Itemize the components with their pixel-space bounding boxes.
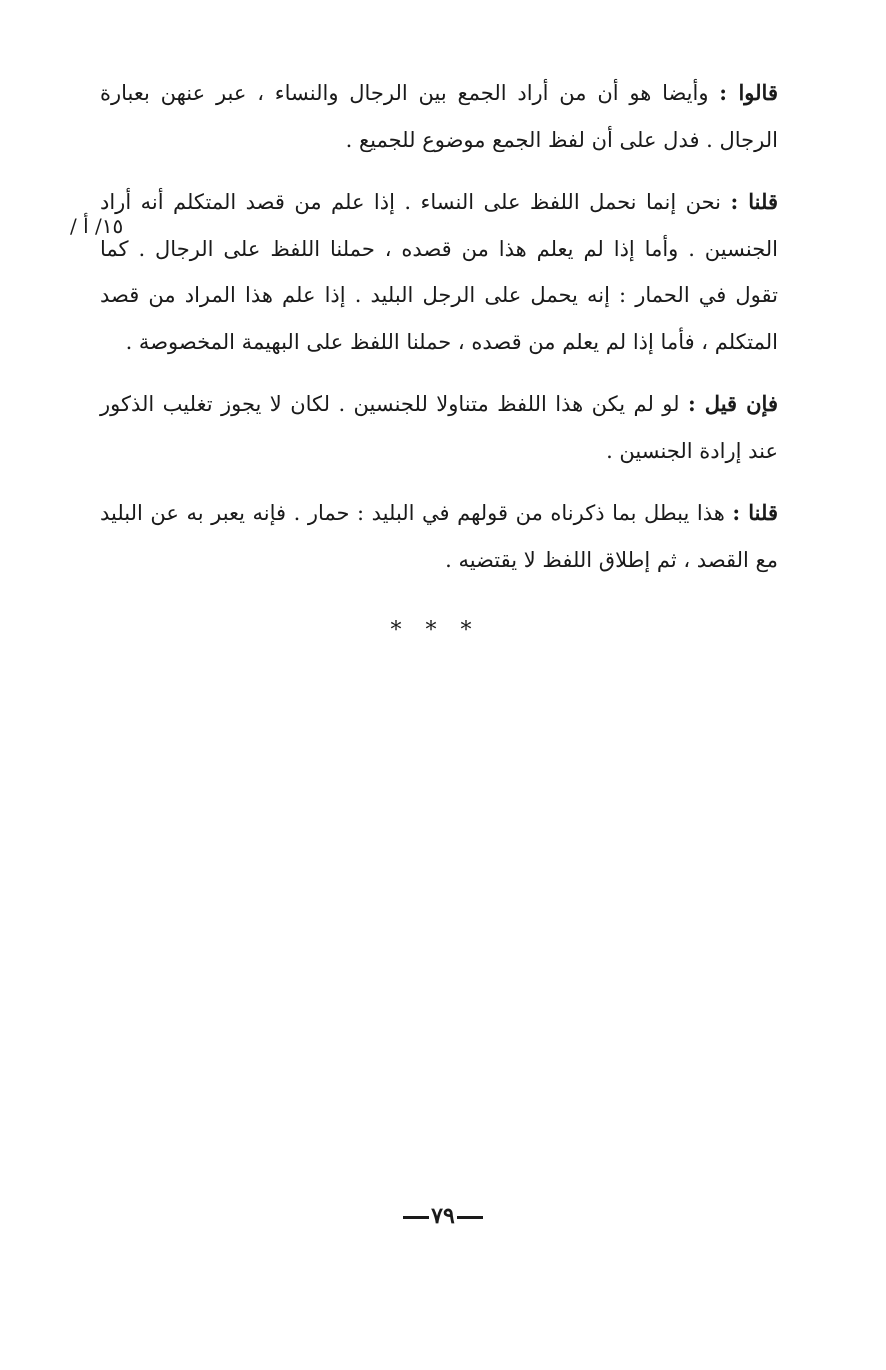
paragraph-3 [100,381,778,474]
separator-star: * [390,618,426,643]
main-text [100,70,778,599]
paragraph-2 [100,179,778,365]
paragraph-body: نحن إنما نحمل اللفظ على النساء . إذا علم من قصد المتكلم أنه أراد الجنسين . وأما إذا لم يعلم هذا من قصده ، حملنا اللفظ على الرجال . كما تقول في الحمار : إنه يحمل على الرجل البليد . إذا علم هذا المراد من قصد المتكلم ، فأما إذا لم يعلم من قصده ، حملنا اللفظ على البهيمة المخصوصة . [100,190,778,354]
paragraph-lead: قلنا : [732,500,778,525]
separator-star: * [425,618,461,643]
paragraph-4 [100,490,778,583]
section-separator [0,618,886,643]
paragraph-1 [100,70,778,163]
page-number-dash [457,1216,483,1219]
page-number-value: ٧٩ [431,1203,455,1229]
paragraph-lead: فإن قيل : [687,391,778,416]
manuscript-folio-note: ١٥/ أ / [70,214,124,238]
paragraph-body: لو لم يكن هذا اللفظ متناولا للجنسين . لكان لا يجوز تغليب الذكور عند إرادة الجنسين . [100,392,778,463]
separator-star: * [460,618,496,643]
page-number-dash [403,1216,429,1219]
page-number [0,1203,886,1229]
paragraph-body: وأيضا هو أن من أراد الجمع بين الرجال والنساء ، عبر عنهن بعبارة الرجال . فدل على أن لفظ الجمع موضوع للجميع . [100,81,778,152]
paragraph-lead: قالوا : [719,80,778,105]
paragraph-lead: قلنا : [730,189,778,214]
paragraph-body: هذا يبطل بما ذكرناه من قولهم في البليد : حمار . فإنه يعبر به عن البليد مع القصد ، ثم إطلاق اللفظ لا يقتضيه . [100,501,778,572]
